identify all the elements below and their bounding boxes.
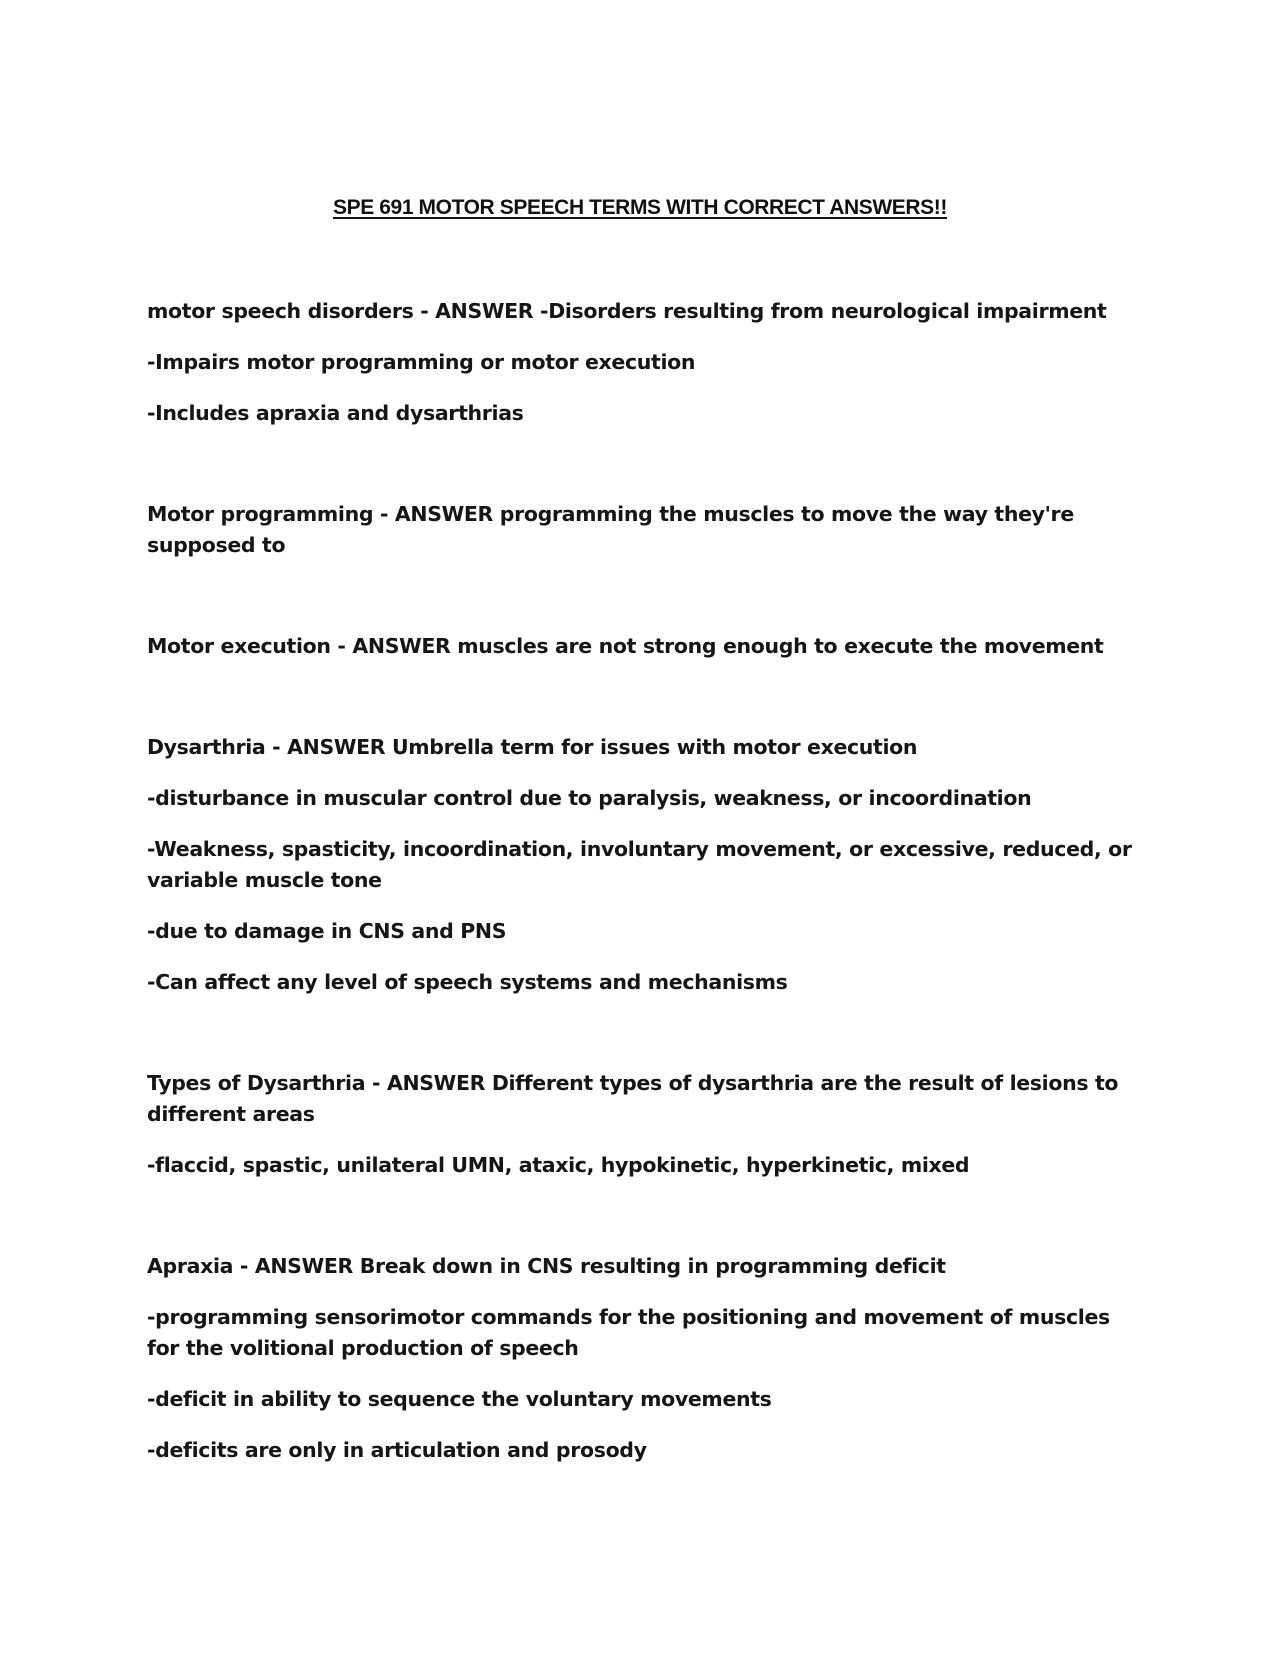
term-line: -deficit in ability to sequence the voluntary movements (147, 1387, 772, 1411)
term-line: -deficits are only in articulation and prosody (147, 1438, 647, 1462)
term-apraxia (147, 1251, 1137, 1466)
term-line: -Includes apraxia and dysarthrias (147, 401, 524, 425)
term-line: Motor execution - ANSWER muscles are not strong enough to execute the movement (147, 634, 1104, 658)
term-motor-execution (147, 631, 1137, 662)
term-types-of-dysarthria (147, 1068, 1137, 1181)
term-line: Dysarthria - ANSWER Umbrella term for issues with motor execution (147, 735, 918, 759)
term-separator (147, 998, 1137, 1068)
term-line: -disturbance in muscular control due to paralysis, weakness, or incoordination (147, 786, 1032, 810)
term-line: Types of Dysarthria - ANSWER Different types of dysarthria are the result of lesions to different areas (147, 1071, 1119, 1126)
term-line: -due to damage in CNS and PNS (147, 919, 507, 943)
term-motor-speech-disorders (147, 296, 1137, 429)
term-line: -flaccid, spastic, unilateral UMN, ataxic, hypokinetic, hyperkinetic, mixed (147, 1153, 970, 1177)
term-separator (147, 662, 1137, 732)
term-line: motor speech disorders - ANSWER -Disorders resulting from neurological impairment (147, 299, 1107, 323)
term-line: Motor programming - ANSWER programming the muscles to move the way they're supposed to (147, 502, 1074, 557)
term-separator (147, 429, 1137, 499)
term-line: -Can affect any level of speech systems and mechanisms (147, 970, 788, 994)
term-line: -Weakness, spasticity, incoordination, involuntary movement, or excessive, reduced, or variable muscle tone (147, 837, 1132, 892)
terms-list (147, 296, 1137, 1466)
page-title: SPE 691 MOTOR SPEECH TERMS WITH CORRECT ANSWERS!! (333, 196, 947, 219)
term-line: Apraxia - ANSWER Break down in CNS resulting in programming deficit (147, 1254, 946, 1278)
term-separator (147, 1181, 1137, 1251)
term-line: -programming sensorimotor commands for the positioning and movement of muscles for the volitional production of speech (147, 1305, 1110, 1360)
term-separator (147, 561, 1137, 631)
term-motor-programming (147, 499, 1137, 561)
term-dysarthria (147, 732, 1137, 998)
term-line: -Impairs motor programming or motor execution (147, 350, 696, 374)
